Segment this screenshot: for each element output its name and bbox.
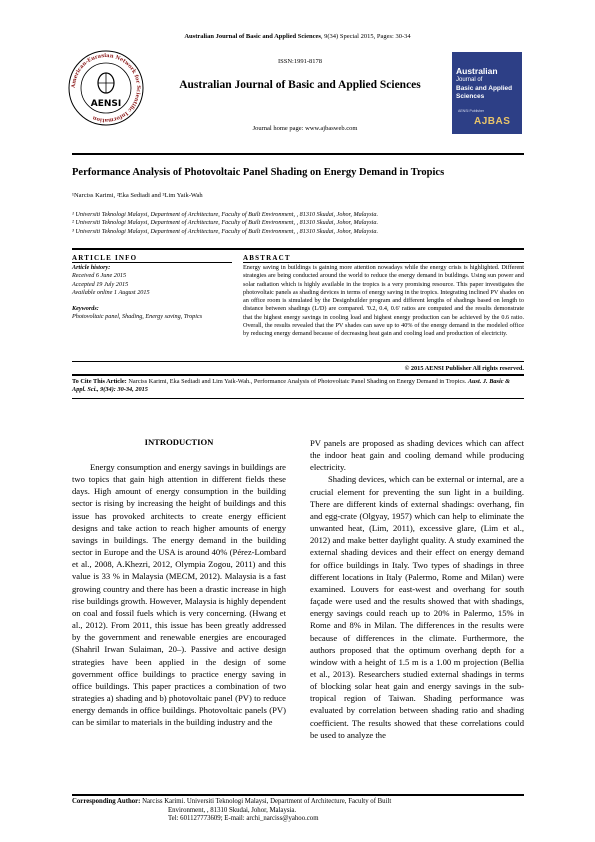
paper-authors: ¹Narciss Karimi, ²Eka Sediadi and ³Lim Yaik-Wah: [72, 192, 203, 199]
cover-line3: Basic and Applied Sciences: [456, 85, 513, 100]
abstract-rule: [243, 262, 524, 263]
aensi-logo: [67, 46, 145, 130]
cover-publisher: AENSI Publisher: [458, 109, 485, 113]
header-divider: [72, 153, 524, 155]
history-label: Article history:: [72, 264, 111, 271]
online-date: Available online 1 August 2015: [72, 288, 150, 296]
citation: [72, 378, 524, 395]
running-header: [0, 33, 595, 40]
keywords-label: Keywords:: [72, 305, 99, 313]
journal-title: Australian Journal of Basic and Applied Sciences: [179, 79, 421, 91]
running-header-journal: Australian Journal of Basic and Applied Sciences: [184, 33, 321, 40]
journal-cover: [452, 52, 522, 134]
body-column-2: [310, 437, 524, 741]
affiliation-1: ¹ Universiti Teknologi Malaysi, Department of Architecture, Faculty of Built Environment, , 81310 Skudai, Johor, Malaysia.: [72, 211, 379, 218]
article-info: [72, 264, 232, 322]
footer-divider: [72, 794, 524, 796]
abstract-text: Energy saving in buildings is gaining more attention nowadays while the energy crisis is highlighted. Different strategies are being conducted around the world to reduce the energy demand in buildings. Using sun power and solar radiation which is highly available in the tropics is a very promising resource. This paper investigates the photovoltaic panels as shading devices in terms of energy saving in the tropics. Integrating inclined PV shades on an office room is simulated by the Designbuilder program and different lengths of shadings based on length to distance between shadings (L/D) are compared. '0.2, 0.4, 0.6' ratios are computed and the results demonstrate that the highest energy savings in cooling load and highest energy production can be achieved by the 0.6 ratio. Overall, the results revealed that the PV shades can save up to 40% of the energy demand in the modeled office by reducing energy demand because of decreasing heat gain and cooling load and production of electricity.: [243, 264, 524, 338]
cover-line1: Australian: [456, 66, 498, 76]
paper-title: Performance Analysis of Photovoltaic Panel Shading on Energy Demand in Tropics: [72, 167, 445, 178]
corresponding-line1: Narciss Karimi. Universiti Teknologi Malaysi, Department of Architecture, Faculty of Built: [140, 798, 392, 805]
affiliation-3: ³ Universiti Teknologi Malaysi, Department of Architecture, Faculty of Built Environment, , 81310 Skudai, Johor, Malaysia.: [72, 227, 379, 235]
intro-paragraph-1: Energy consumption and energy savings in buildings are two topics that gain high attention in different fields these days. High amount of energy consumption in the building sector is rising by increasing the height of buildings and this issue has provoked architects to create energy efficient designs and take action to reach higher amounts of energy savings in buildings. The energy demand in the building sector in Europe and the USA is around 40% (Pérez-Lombard et al., 2008, A.Khezri, 2012, Olympia Zogou, 2011) and this value is 33 % in Malaysia (MECM, 2012). Malaysia is a fast growing country and there has been a drastic increase in high rise buildings growth. However, Malaysia is highly dependent on coal and fossil fuels which is very concerning. (Hwang et al., 2012). From 2011, this issue has been greatly addressed by the government and renewable energies are encouraged (Shahril Irwan Sulaiman, 20–). Passive and active design strategies have been applied in the design of some government office buildings to practice energy saving in office buildings. This paper practices a combination of two strategies a) shading and b) photovoltaic panel (PV) to reduce energy demands in office buildings. Photovoltaic panels (PV) can be similar to materials in the building industry and the: [72, 462, 286, 728]
citation-journal: Aust. J. Basic & Appl. Sci., 9(34): 30-34, 2015: [72, 378, 511, 394]
accepted-date: Accepted 19 July 2015: [72, 280, 129, 288]
abstract-bottom-rule: [72, 361, 524, 362]
running-header-issue: , 9(34) Special 2015, Pages: 30-34: [320, 33, 411, 40]
corresponding-label: Corresponding Author:: [72, 798, 141, 805]
cover-acronym: AJBAS: [474, 116, 511, 127]
info-top-divider: [72, 248, 524, 250]
cite-top-divider: [72, 374, 524, 376]
keywords: Photovoltaic panel, Shading, Energy saving, Tropics: [72, 313, 203, 321]
logo-acronym: AENSI: [90, 99, 122, 109]
logo-ring-text: American-Eurasian Network for Scientific Information: [70, 52, 142, 124]
affiliations: [72, 211, 524, 236]
received-date: Received 6 June 2015: [72, 272, 127, 280]
introduction-heading: INTRODUCTION: [144, 437, 214, 447]
citation-text: Narciss Karimi, Eka Sediadi and Lim Yaik-Wah., Performance Analysis of Photovoltaic Panel Shading on Energy Demand in Tropics.: [126, 378, 468, 385]
abstract-heading: ABSTRACT: [243, 254, 291, 262]
affiliation-2: ² Universiti Teknologi Malaysi, Department of Architecture, Faculty of Built Environment, , 81310 Skudai, Johor, Malaysia.: [72, 219, 379, 227]
citation-label: To Cite This Article:: [72, 378, 127, 385]
corresponding-contact: Tel: 601127773609; E-mail: archi_narciss@yahoo.com: [168, 815, 319, 823]
col2-paragraph-2: Shading devices, which can be external or internal, are a crucial element for preventing the sun light in a building. There are different kinds of external shadings: overhang, fin and egg-crate (Olgyay, 1957) which can help to eliminate the unwanted heat, (Lim, 2011), excessive glare, (Lim et al., 2012) and make better daylight quality. A study examined the external shading devices and their effect on energy demand for office buildings in Italy. Two types of shadings in three different locations in Italy (Palermo, Rome and Milan) were examined. Louvers for east-west and overhang for south façade were used and the results showed that with shadings, energy savings could reach up to 20% in Palermo, 15% in Rome and 8% in Milan. The differences in the results were because of differences in the climate. Furthermore, the authors proposed that the optimum overhang depth for a window with a height of 1.5 m is a 1.00 m projection (Bellia et al., 2013). Researchers studied external shadings in terms of blocking solar heat gain and energy savings in the sub-tropical region of Taiwan. Shading performance was evaluated by correlation between shading ratio and shading coefficient. The results showed that these correlations could be used to analyze the: [310, 474, 524, 740]
body-column-1: [72, 461, 286, 728]
corresponding-line2: Environment, , 81310 Skudai, Johor, Malaysia.: [168, 806, 297, 814]
issn: ISSN:1991-8178: [277, 58, 323, 65]
corresponding-author: [72, 798, 524, 824]
article-info-heading: ARTICLE INFO: [72, 254, 138, 262]
cover-line2: Journal of: [456, 77, 483, 83]
article-info-rule: [72, 262, 232, 263]
journal-homepage[interactable]: Journal home page: www.ajbasweb.com: [252, 125, 358, 132]
cite-bottom-rule: [72, 398, 524, 399]
copyright: © 2015 AENSI Publisher All rights reserved.: [404, 365, 524, 372]
col2-paragraph-1: PV panels are proposed as shading devices which can affect the indoor heat gain and cooling demand while producing electricity.: [310, 438, 524, 473]
